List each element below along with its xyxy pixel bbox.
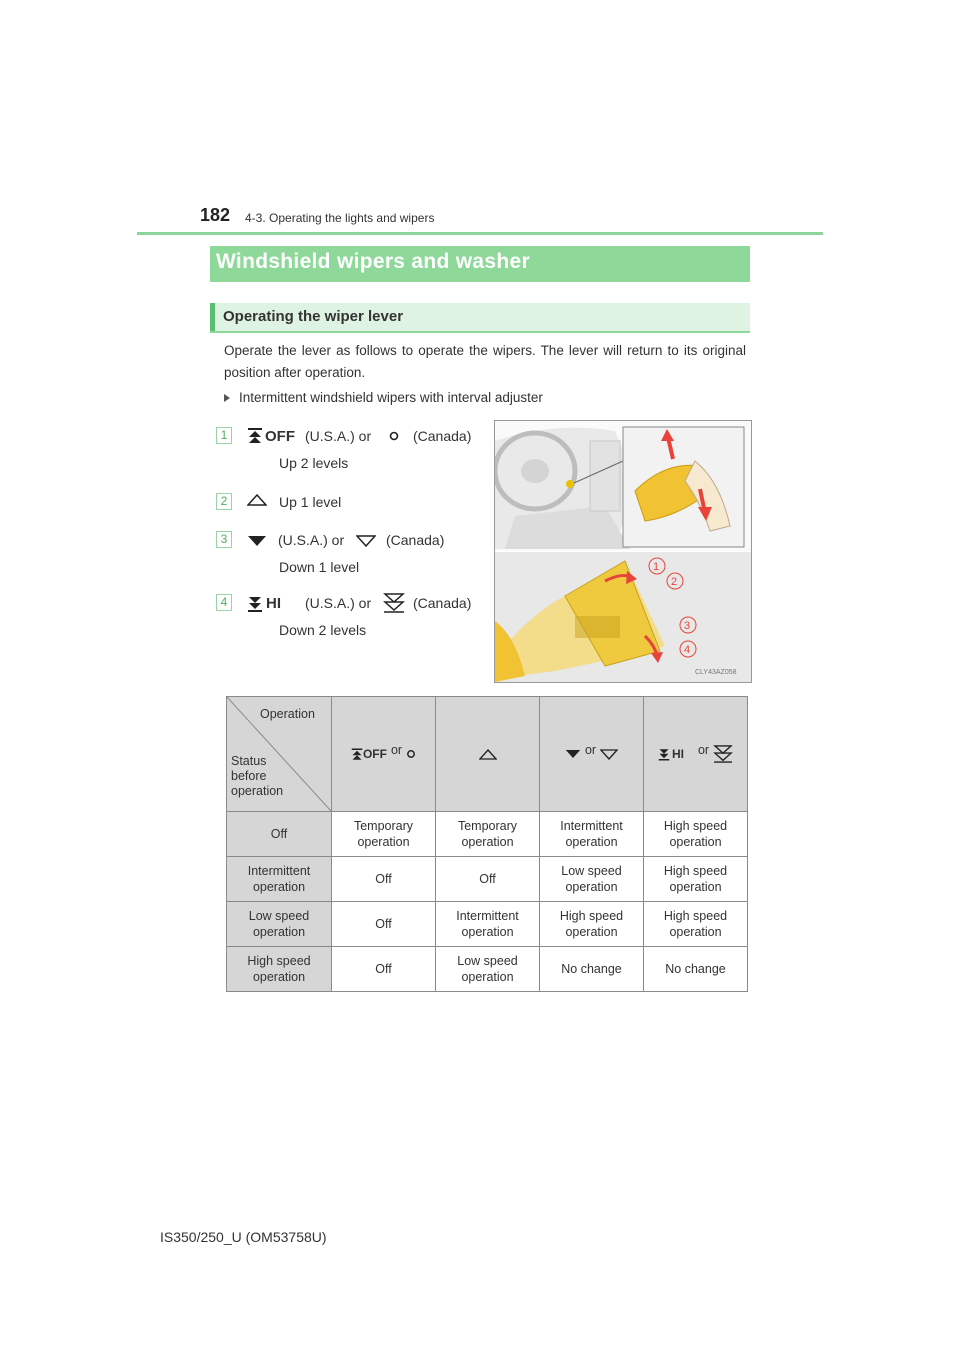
table-cell: Off [436, 857, 540, 902]
step-number-1: 1 [216, 427, 232, 444]
bullet-text: Intermittent windshield wipers with interval adjuster [239, 390, 543, 405]
item-2-desc: Up 1 level [279, 494, 342, 510]
wiper-lever-drawing [495, 421, 751, 682]
down-outline-triangle-icon [600, 749, 618, 760]
down-double-arrow-hi-icon [247, 596, 263, 612]
corner-status-label: Status before operation [231, 754, 284, 798]
title-banner [210, 246, 750, 282]
table-cell: No change [644, 947, 748, 992]
table-cell: Intermittent operation [436, 902, 540, 947]
table-cell: Temporary operation [436, 812, 540, 857]
table-cell: No change [540, 947, 644, 992]
status-cell: Low speed operation [227, 902, 332, 947]
table-cell: Low speed operation [436, 947, 540, 992]
svg-text:3: 3 [684, 620, 691, 632]
header-down2-cell [644, 697, 748, 812]
hi-label: HI [266, 595, 281, 612]
item-3-usa-or: (U.S.A.) or [278, 532, 345, 548]
wiper-lever-illustration [494, 420, 752, 683]
down-double-outline-icon [713, 745, 733, 763]
item-3-canada: (Canada) [386, 532, 445, 548]
svg-text:4: 4 [684, 644, 691, 656]
item-4-canada: (Canada) [413, 595, 472, 611]
intro-paragraph: Operate the lever as follows to operate the wipers. The lever will return to its original position after operation. [224, 343, 746, 380]
item-1-usa-or: (U.S.A.) or [305, 428, 372, 444]
down-outline-triangle-icon [356, 535, 376, 547]
table-cell: Temporary operation [332, 812, 436, 857]
svg-text:2: 2 [671, 576, 678, 588]
subtitle-accent [210, 303, 215, 331]
bullet-item [224, 390, 543, 405]
table-cell: High speed operation [644, 857, 748, 902]
item-1-desc: Up 2 levels [279, 455, 349, 471]
table-cell: High speed operation [644, 812, 748, 857]
status-cell: Off [227, 812, 332, 857]
header-off-label: OFF [362, 747, 387, 762]
section-breadcrumb: 4-3. Operating the lights and wipers [245, 211, 435, 225]
header-divider [137, 232, 823, 235]
subtitle-banner [210, 303, 750, 333]
step-number-4: 4 [216, 594, 232, 611]
table-cell: Off [332, 857, 436, 902]
down-double-outline-icon [383, 593, 405, 613]
off-label: OFF [265, 428, 295, 445]
status-cell: High speed operation [227, 947, 332, 992]
header-down1-cell [540, 697, 644, 812]
table-header-row [227, 697, 748, 812]
item-4-usa-or: (U.S.A.) or [305, 595, 372, 611]
table-cell: Off [332, 947, 436, 992]
table-row [227, 902, 748, 947]
svg-text:1: 1 [653, 561, 660, 573]
table-row [227, 812, 748, 857]
section-subtitle: Operating the wiper lever [223, 308, 404, 325]
figure-code: CLY43AZ058 [695, 669, 737, 676]
table-cell: Off [332, 902, 436, 947]
status-cell: Intermittent operation [227, 857, 332, 902]
page-number: 182 [200, 205, 231, 225]
item-4-desc: Down 2 levels [279, 622, 367, 638]
item-3-desc: Down 1 level [279, 559, 360, 575]
table-row [227, 857, 748, 902]
table-cell: High speed operation [644, 902, 748, 947]
header-or-3: or [697, 743, 710, 757]
down-filled-triangle-icon [247, 535, 267, 547]
step-number-2: 2 [216, 493, 232, 510]
corner-operation-label: Operation [260, 707, 315, 721]
header-up1-cell [436, 697, 540, 812]
up-chevron-outline-icon [247, 494, 267, 506]
table-cell: Intermittent operation [540, 812, 644, 857]
up-double-arrow-off-icon [351, 748, 363, 761]
item-1-canada: (Canada) [413, 428, 472, 444]
footer-model-code: IS350/250_U (OM53758U) [160, 1229, 327, 1245]
header-or-2: or [584, 743, 597, 758]
bullet-triangle-icon [224, 394, 230, 402]
step-number-3: 3 [216, 531, 232, 548]
up-chevron-outline-icon [479, 749, 497, 760]
small-circle-icon [389, 431, 399, 441]
table-row [227, 947, 748, 992]
table-cell: Low speed operation [540, 857, 644, 902]
header-or-1: or [390, 743, 403, 758]
table-corner-cell [227, 697, 332, 812]
down-double-arrow-hi-icon [658, 748, 670, 761]
header-up2-cell [332, 697, 436, 812]
small-circle-icon [406, 749, 416, 759]
table-cell: High speed operation [540, 902, 644, 947]
wiper-operation-table [226, 696, 748, 992]
header-hi-label: HI [671, 747, 684, 761]
down-filled-triangle-icon [565, 749, 581, 759]
up-double-arrow-off-icon [247, 428, 263, 444]
page-title: Windshield wipers and washer [216, 250, 530, 273]
